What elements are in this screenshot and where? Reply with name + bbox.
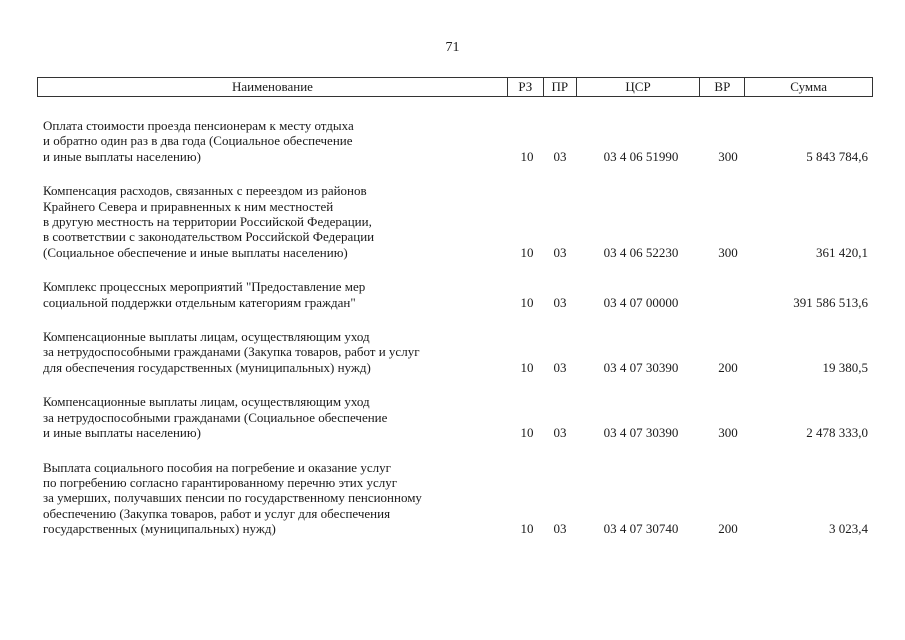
row-sum: 19 380,5 <box>822 359 868 375</box>
row-sum: 3 023,4 <box>829 521 868 537</box>
row-sum: 361 420,1 <box>816 244 868 260</box>
page-number: 71 <box>445 40 460 55</box>
row-vr: 200 <box>718 359 738 375</box>
row-rz: 10 <box>520 148 534 164</box>
row-pr: 03 <box>553 521 567 537</box>
header-rz: РЗ <box>508 78 544 96</box>
row-rz: 10 <box>520 294 534 310</box>
row-pr: 03 <box>553 294 567 310</box>
header-name: Наименование <box>38 78 508 96</box>
row-name: Компенсация расходов, связанных с переездом из районов Крайнего Севера и приравненных к ним местностей в другую местность на территории Российской Федерации, в соответствии с законодательством Российской Федерации (Социальное обеспечение и иные выплаты населению) <box>43 183 375 260</box>
header-csr: ЦСР <box>577 78 701 96</box>
row-sum: 2 478 333,0 <box>806 425 868 441</box>
row-csr: 03 4 07 30390 <box>603 359 679 375</box>
row-pr: 03 <box>553 148 567 164</box>
row-csr: 03 4 07 30740 <box>603 521 679 537</box>
row-csr: 03 4 07 30390 <box>603 425 679 441</box>
row-vr: 300 <box>718 244 738 260</box>
row-vr: 300 <box>718 148 738 164</box>
row-name: Компенсационные выплаты лицам, осуществляющим уход за нетрудоспособными гражданами (Закупка товаров, работ и услуг для обеспечения государственных (муниципальных) нужд) <box>43 329 420 375</box>
table-row <box>43 118 873 164</box>
row-rz: 10 <box>520 244 534 260</box>
row-sum: 391 586 513,6 <box>793 294 868 310</box>
header-sum: Сумма <box>790 79 828 94</box>
table-header <box>37 77 873 97</box>
header-pr: ПР <box>544 78 577 96</box>
table-row <box>43 183 873 260</box>
row-csr: 03 4 06 51990 <box>603 148 679 164</box>
row-vr: 200 <box>718 521 738 537</box>
row-pr: 03 <box>553 359 567 375</box>
table-row <box>43 394 873 440</box>
row-rz: 10 <box>520 425 534 441</box>
table-body <box>43 118 873 556</box>
table-row <box>43 329 873 375</box>
row-sum: 5 843 784,6 <box>806 148 868 164</box>
row-csr: 03 4 06 52230 <box>603 244 679 260</box>
row-name: Выплата социального пособия на погребение и оказание услуг по погребению согласно гарантированному перечню этих услуг за умерших, получавших пенсии по государственному пенсионному обеспечению (Закупка товаров, работ и услуг для обеспечения государственных (муниципальных) нужд) <box>43 459 422 537</box>
table-row <box>43 279 873 310</box>
row-vr: 300 <box>718 425 738 441</box>
header-vr: ВР <box>700 78 745 96</box>
row-rz: 10 <box>520 359 534 375</box>
table-row <box>43 460 873 537</box>
row-name: Компенсационные выплаты лицам, осуществляющим уход за нетрудоспособными гражданами (Социальное обеспечение и иные выплаты населению) <box>43 394 388 441</box>
row-name: Комплекс процессных мероприятий "Предоставление мер социальной поддержки отдельным категориям граждан" <box>43 279 366 310</box>
row-pr: 03 <box>553 244 567 260</box>
row-rz: 10 <box>520 521 534 537</box>
row-csr: 03 4 07 00000 <box>603 294 679 310</box>
row-name: Оплата стоимости проезда пенсионерам к месту отдыха и обратно один раз в два года (Социальное обеспечение и иные выплаты населению) <box>43 118 354 164</box>
row-pr: 03 <box>553 425 567 441</box>
